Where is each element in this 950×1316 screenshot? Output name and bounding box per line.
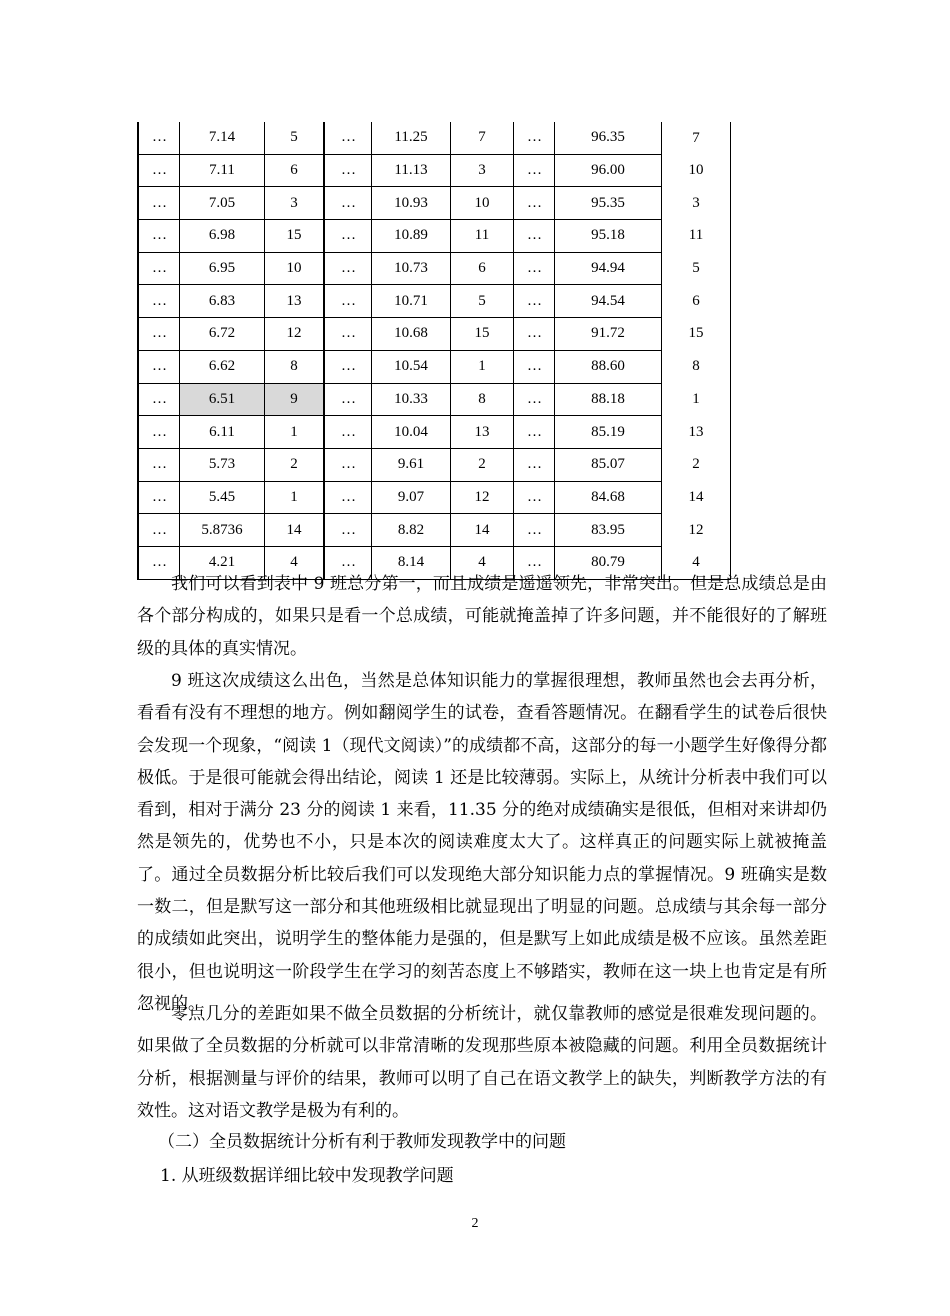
table-cell: 5 bbox=[662, 252, 731, 285]
table-cell: 5.45 bbox=[180, 481, 265, 514]
table-cell: 10.71 bbox=[372, 285, 451, 318]
table-cell: … bbox=[324, 318, 372, 351]
table-body bbox=[138, 122, 731, 579]
table-cell: 96.00 bbox=[555, 154, 662, 187]
table-cell: 7.14 bbox=[180, 122, 265, 154]
table-cell: … bbox=[324, 383, 372, 416]
table-row bbox=[138, 448, 731, 481]
table-cell: … bbox=[138, 220, 180, 253]
table-cell: 11.13 bbox=[372, 154, 451, 187]
table-cell: … bbox=[514, 252, 555, 285]
table-cell: 84.68 bbox=[555, 481, 662, 514]
table-cell: 7 bbox=[662, 122, 731, 154]
table-cell: … bbox=[138, 416, 180, 449]
table-cell: … bbox=[514, 416, 555, 449]
table-row bbox=[138, 285, 731, 318]
table-cell: … bbox=[324, 285, 372, 318]
table-cell: 15 bbox=[265, 220, 325, 253]
table-cell: 1 bbox=[265, 416, 325, 449]
table-cell: 83.95 bbox=[555, 514, 662, 547]
table-row bbox=[138, 514, 731, 547]
table-cell: 10 bbox=[451, 187, 514, 220]
table-cell: … bbox=[324, 448, 372, 481]
table-cell: 85.19 bbox=[555, 416, 662, 449]
table-cell: 4 bbox=[265, 546, 325, 579]
table-cell: … bbox=[138, 318, 180, 351]
table-cell: 7 bbox=[451, 122, 514, 154]
table-cell: 11 bbox=[451, 220, 514, 253]
table-cell: 12 bbox=[265, 318, 325, 351]
table-cell: 1 bbox=[451, 350, 514, 383]
table-row bbox=[138, 481, 731, 514]
table-cell: 8.82 bbox=[372, 514, 451, 547]
table-cell: 13 bbox=[662, 416, 731, 449]
table-cell: … bbox=[324, 187, 372, 220]
table-cell: … bbox=[138, 514, 180, 547]
table-cell: 5 bbox=[265, 122, 325, 154]
table-cell: … bbox=[138, 122, 180, 154]
table-cell: 96.35 bbox=[555, 122, 662, 154]
table-cell: 1 bbox=[265, 481, 325, 514]
table-cell: … bbox=[138, 252, 180, 285]
table-cell: 6 bbox=[265, 154, 325, 187]
table-row bbox=[138, 154, 731, 187]
table-cell: … bbox=[514, 350, 555, 383]
table-cell: … bbox=[324, 154, 372, 187]
table-cell: … bbox=[514, 122, 555, 154]
paragraph-1: 我们可以看到表中 9 班总分第一，而且成绩是遥遥领先，非常突出。但是总成绩总是由各个部分构成的，如果只是看一个总成绩，可能就掩盖掉了许多问题，并不能很好的了解班级的具体的真实情况。 bbox=[137, 574, 827, 659]
table-cell: 14 bbox=[265, 514, 325, 547]
table-row bbox=[138, 383, 731, 416]
table-cell: 14 bbox=[451, 514, 514, 547]
table-cell: … bbox=[514, 383, 555, 416]
table-cell: 80.79 bbox=[555, 546, 662, 579]
table-cell: … bbox=[514, 187, 555, 220]
table-cell: 3 bbox=[265, 187, 325, 220]
table-cell: 11 bbox=[662, 220, 731, 253]
table-cell: 6.62 bbox=[180, 350, 265, 383]
table-cell: 8 bbox=[265, 350, 325, 383]
table-cell: 4 bbox=[451, 546, 514, 579]
table-row bbox=[138, 220, 731, 253]
table-cell: 3 bbox=[662, 187, 731, 220]
table-cell: 15 bbox=[451, 318, 514, 351]
table-cell: … bbox=[324, 481, 372, 514]
table-cell: … bbox=[324, 514, 372, 547]
table-cell: 4.21 bbox=[180, 546, 265, 579]
table-cell: 94.94 bbox=[555, 252, 662, 285]
table-cell: 5.73 bbox=[180, 448, 265, 481]
table-cell: 88.18 bbox=[555, 383, 662, 416]
table-cell: 94.54 bbox=[555, 285, 662, 318]
table-cell: … bbox=[138, 481, 180, 514]
page-number: 2 bbox=[471, 1216, 479, 1231]
table-cell: 10.73 bbox=[372, 252, 451, 285]
table-cell: … bbox=[324, 350, 372, 383]
table-cell: 6.72 bbox=[180, 318, 265, 351]
table-cell: 13 bbox=[265, 285, 325, 318]
score-ranking-table bbox=[137, 122, 731, 580]
table-cell: 12 bbox=[451, 481, 514, 514]
table-cell: 10.04 bbox=[372, 416, 451, 449]
paragraph-2: 9 班这次成绩这么出色，当然是总体知识能力的掌握很理想，教师虽然也会去再分析，看看有没有不理想的地方。例如翻阅学生的试卷，查看答题情况。在翻看学生的试卷后很快会发现一个现象，“阅读 1（现代文阅读）”的成绩都不高，这部分的每一小题学生好像得分都极低。于是很可能就会得出结论，阅读 1 还是比较薄弱。实际上，从统计分析表中我们可以看到，相对于满分 23 分的阅读 1 来看，11.35 分的绝对成绩确实是很低，但相对来讲却仍然是领先的，优势也不小，只是本次的阅读难度太大了。这样真正的问题实际上就被掩盖了。通过全员数据分析比较后我们可以发现绝大部分知识能力点的掌握情况。9 班确实是数一数二，但是默写这一部分和其他班级相比就显现出了明显的问题。总成绩与其余每一部分的成绩如此突出，说明学生的整体能力是强的，但是默写上如此成绩是极不应该。虽然差距很小，但也说明这一阶段学生在学习的刻苦态度上不够踏实，教师在这一块上也肯定是有所忽视的。 bbox=[137, 671, 827, 1014]
table-cell: 6 bbox=[451, 252, 514, 285]
table-cell: 95.18 bbox=[555, 220, 662, 253]
table-cell: 6.51 bbox=[180, 383, 265, 416]
table-cell: 91.72 bbox=[555, 318, 662, 351]
table-cell: … bbox=[138, 285, 180, 318]
table-cell: 1 bbox=[662, 383, 731, 416]
table-cell: … bbox=[324, 220, 372, 253]
table-cell: … bbox=[514, 220, 555, 253]
table-row bbox=[138, 252, 731, 285]
table-cell: 13 bbox=[451, 416, 514, 449]
table-cell: … bbox=[138, 448, 180, 481]
table-cell: 10.33 bbox=[372, 383, 451, 416]
table-cell: 7.11 bbox=[180, 154, 265, 187]
table-cell: 85.07 bbox=[555, 448, 662, 481]
table-cell: 3 bbox=[451, 154, 514, 187]
table-row bbox=[138, 416, 731, 449]
table-cell: … bbox=[514, 318, 555, 351]
table-cell: 2 bbox=[662, 448, 731, 481]
table-cell: … bbox=[138, 546, 180, 579]
table-cell: … bbox=[514, 481, 555, 514]
table-cell: 2 bbox=[451, 448, 514, 481]
table-cell: … bbox=[514, 514, 555, 547]
table-cell: … bbox=[514, 546, 555, 579]
table-cell: … bbox=[324, 416, 372, 449]
table-cell: 10.89 bbox=[372, 220, 451, 253]
table-cell: 88.60 bbox=[555, 350, 662, 383]
table-cell: 15 bbox=[662, 318, 731, 351]
table-cell: 9.07 bbox=[372, 481, 451, 514]
paragraph-3: 零点几分的差距如果不做全员数据的分析统计，就仅靠教师的感觉是很难发现问题的。如果做了全员数据的分析就可以非常清晰的发现那些原本被隐藏的问题。利用全员数据统计分析，根据测量与评价的结果，教师可以明了自己在语文教学上的缺失，判断教学方法的有效性。这对语文教学是极为有利的。 bbox=[137, 1004, 827, 1121]
table-cell: 6.83 bbox=[180, 285, 265, 318]
table-cell: … bbox=[324, 546, 372, 579]
table-cell: … bbox=[514, 154, 555, 187]
table-cell: 6.98 bbox=[180, 220, 265, 253]
table-cell: … bbox=[138, 154, 180, 187]
section-heading: （二）全员数据统计分析有利于教师发现教学中的问题 bbox=[158, 1132, 566, 1152]
table-cell: 7.05 bbox=[180, 187, 265, 220]
table-cell: … bbox=[138, 187, 180, 220]
table-cell: … bbox=[514, 448, 555, 481]
table-cell: 6.11 bbox=[180, 416, 265, 449]
table-cell: 11.25 bbox=[372, 122, 451, 154]
subsection-heading: 1. 从班级数据详细比较中发现教学问题 bbox=[160, 1166, 454, 1186]
table-cell: 95.35 bbox=[555, 187, 662, 220]
table-cell: 10.68 bbox=[372, 318, 451, 351]
table-cell: … bbox=[138, 350, 180, 383]
table-cell: … bbox=[514, 285, 555, 318]
table-cell: 12 bbox=[662, 514, 731, 547]
table-cell: 9 bbox=[265, 383, 325, 416]
table-row bbox=[138, 318, 731, 351]
table-row bbox=[138, 350, 731, 383]
table-row bbox=[138, 187, 731, 220]
table-cell: 10.93 bbox=[372, 187, 451, 220]
table-cell: 2 bbox=[265, 448, 325, 481]
table-cell: 10 bbox=[265, 252, 325, 285]
table-cell: 10.54 bbox=[372, 350, 451, 383]
table-row bbox=[138, 122, 731, 154]
table-cell: 6.95 bbox=[180, 252, 265, 285]
table-cell: … bbox=[324, 122, 372, 154]
table-cell: 8.14 bbox=[372, 546, 451, 579]
table-cell: 9.61 bbox=[372, 448, 451, 481]
table-cell: … bbox=[138, 383, 180, 416]
table-cell: 5 bbox=[451, 285, 514, 318]
table-cell: 6 bbox=[662, 285, 731, 318]
table-cell: 8 bbox=[662, 350, 731, 383]
table-cell: 14 bbox=[662, 481, 731, 514]
table-cell: 8 bbox=[451, 383, 514, 416]
table-cell: 10 bbox=[662, 154, 731, 187]
table-cell: 4 bbox=[662, 546, 731, 579]
table-cell: … bbox=[324, 252, 372, 285]
table-cell: 5.8736 bbox=[180, 514, 265, 547]
